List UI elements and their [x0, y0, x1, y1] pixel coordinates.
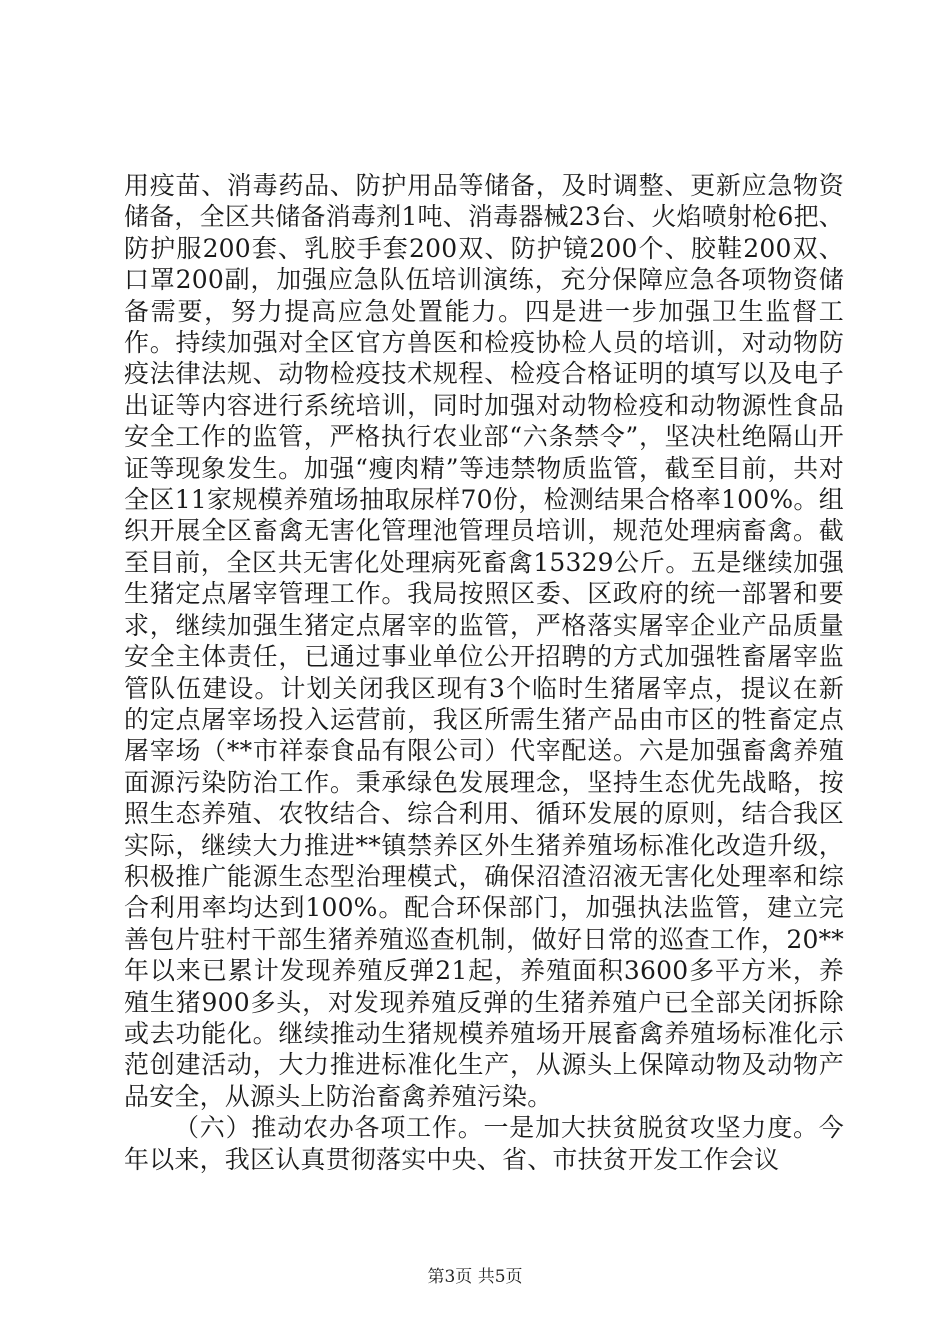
body-paragraph-2: （六）推动农办各项工作。一是加大扶贫脱贫攻坚力度。今年以来，我区认真贯彻落实中央、省、市扶贫开发工作会议 — [124, 1113, 844, 1174]
document-body — [124, 170, 844, 1175]
page-number-footer: 第3页 共5页 — [427, 1267, 523, 1287]
body-paragraph-1: 用疫苗、消毒药品、防护用品等储备，及时调整、更新应急物资储备，全区共储备消毒剂1吨、消毒器械23台、火焰喷射枪6把、防护服200套、乳胶手套200双、防护镜200个、胶鞋200双、口罩200副，加强应急队伍培训演练，充分保障应急各项物资储备需要，努力提高应急处置能力。四是进一步加强卫生监督工作。持续加强对全区官方兽医和检疫协检人员的培训，对动物防疫法律法规、动物检疫技术规程、检疫合格证明的填写以及电子出证等内容进行系统培训，同时加强对动物检疫和动物源性食品安全工作的监管，严格执行农业部“六条禁令”，坚决杜绝隔山开证等现象发生。加强“瘦肉精”等违禁物质监管，截至目前，共对全区11家规模养殖场抽取尿样70份，检测结果合格率100%。组织开展全区畜禽无害化管理池管理员培训，规范处理病畜禽。截至目前，全区共无害化处理病死畜禽15329公斤。五是继续加强生猪定点屠宰管理工作。我局按照区委、区政府的统一部署和要求，继续加强生猪定点屠宰的监管，严格落实屠宰企业产品质量安全主体责任，已通过事业单位公开招聘的方式加强牲畜屠宰监管队伍建设。计划关闭我区现有3个临时生猪屠宰点，提议在新的定点屠宰场投入运营前，我区所需生猪产品由市区的牲畜定点屠宰场（**市祥泰食品有限公司）代宰配送。六是加强畜禽养殖面源污染防治工作。秉承绿色发展理念，坚持生态优先战略，按照生态养殖、农牧结合、综合利用、循环发展的原则，结合我区实际，继续大力推进**镇禁养区外生猪养殖场标准化改造升级，积极推广能源生态型治理模式，确保沼渣沼液无害化处理率和综合利用率均达到100%。配合环保部门，加强执法监管，建立完善包片驻村干部生猪养殖巡查机制，做好日常的巡查工作，20**年以来已累计发现养殖反弹21起，养殖面积3600多平方米，养殖生猪900多头，对发现养殖反弹的生猪养殖户已全部关闭拆除或去功能化。继续推动生猪规模养殖场开展畜禽养殖场标准化示范创建活动，大力推进标准化生产，从源头上保障动物及动物产品安全，从源头上防治畜禽养殖污染。 — [124, 171, 844, 1111]
